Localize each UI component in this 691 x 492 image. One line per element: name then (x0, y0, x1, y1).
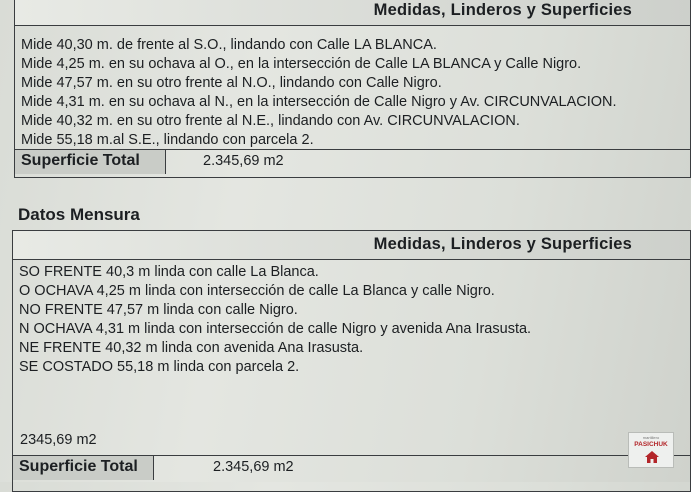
logo-tagline: martillero (642, 435, 660, 440)
surface-value: 2345,69 m2 (20, 432, 97, 448)
boundary-line: SO FRENTE 40,3 m linda con calle La Blanca. (19, 264, 319, 280)
boundary-line: O OCHAVA 4,25 m linda con intersección de calle La Blanca y calle Nigro. (19, 283, 495, 299)
section-title: Datos Mensura (18, 205, 140, 224)
total-area-label: Superficie Total (21, 152, 140, 169)
boundaries-list (19, 263, 531, 377)
boundary-line: Mide 40,30 m. de frente al S.O., lindando con Calle LA BLANCA. (21, 37, 437, 53)
total-area-label-cell (13, 456, 154, 480)
boundary-line: Mide 4,31 m. en su ochava al N., en la intersección de Calle Nigro y Av. CIRCUNVALACION. (21, 94, 617, 110)
total-area-value: 2.345,69 m2 (213, 459, 294, 475)
boundary-line: SE COSTADO 55,18 m linda con parcela 2. (19, 359, 300, 375)
boundary-line: Mide 47,57 m. en su otro frente al N.O., lindando con Calle Nigro. (21, 75, 442, 91)
boundary-line: NO FRENTE 47,57 m linda con calle Nigro. (19, 302, 298, 318)
house-icon (644, 450, 660, 464)
watermark-logo (628, 432, 674, 468)
boundary-line: Mide 4,25 m. en su ochava al O., en la intersección de Calle LA BLANCA y Calle Nigro. (21, 56, 582, 72)
boundary-line: Mide 40,32 m. en su otro frente al N.E., lindando con Av. CIRCUNVALACION. (21, 113, 520, 129)
logo-name: PASICHUK (634, 441, 668, 448)
boundaries-list (21, 36, 617, 150)
table-header (13, 231, 690, 260)
table-header (15, 0, 690, 26)
table-header-label: Medidas, Linderos y Superficies (373, 1, 632, 19)
measurements-table-survey (12, 230, 691, 492)
total-area-row (13, 455, 690, 480)
boundary-line: NE FRENTE 40,32 m linda con avenida Ana Irasusta. (19, 340, 364, 356)
boundary-line: Mide 55,18 m.al S.E., lindando con parcela 2. (21, 132, 314, 148)
total-area-label-cell (15, 150, 166, 174)
total-area-value: 2.345,69 m2 (203, 153, 284, 169)
total-area-label: Superficie Total (19, 458, 138, 475)
total-area-row (15, 149, 690, 174)
table-header-label: Medidas, Linderos y Superficies (373, 235, 632, 253)
measurements-table-title-deed (14, 0, 691, 178)
boundary-line: N OCHAVA 4,31 m linda con intersección de calle Nigro y avenida Ana Irasusta. (19, 321, 532, 337)
